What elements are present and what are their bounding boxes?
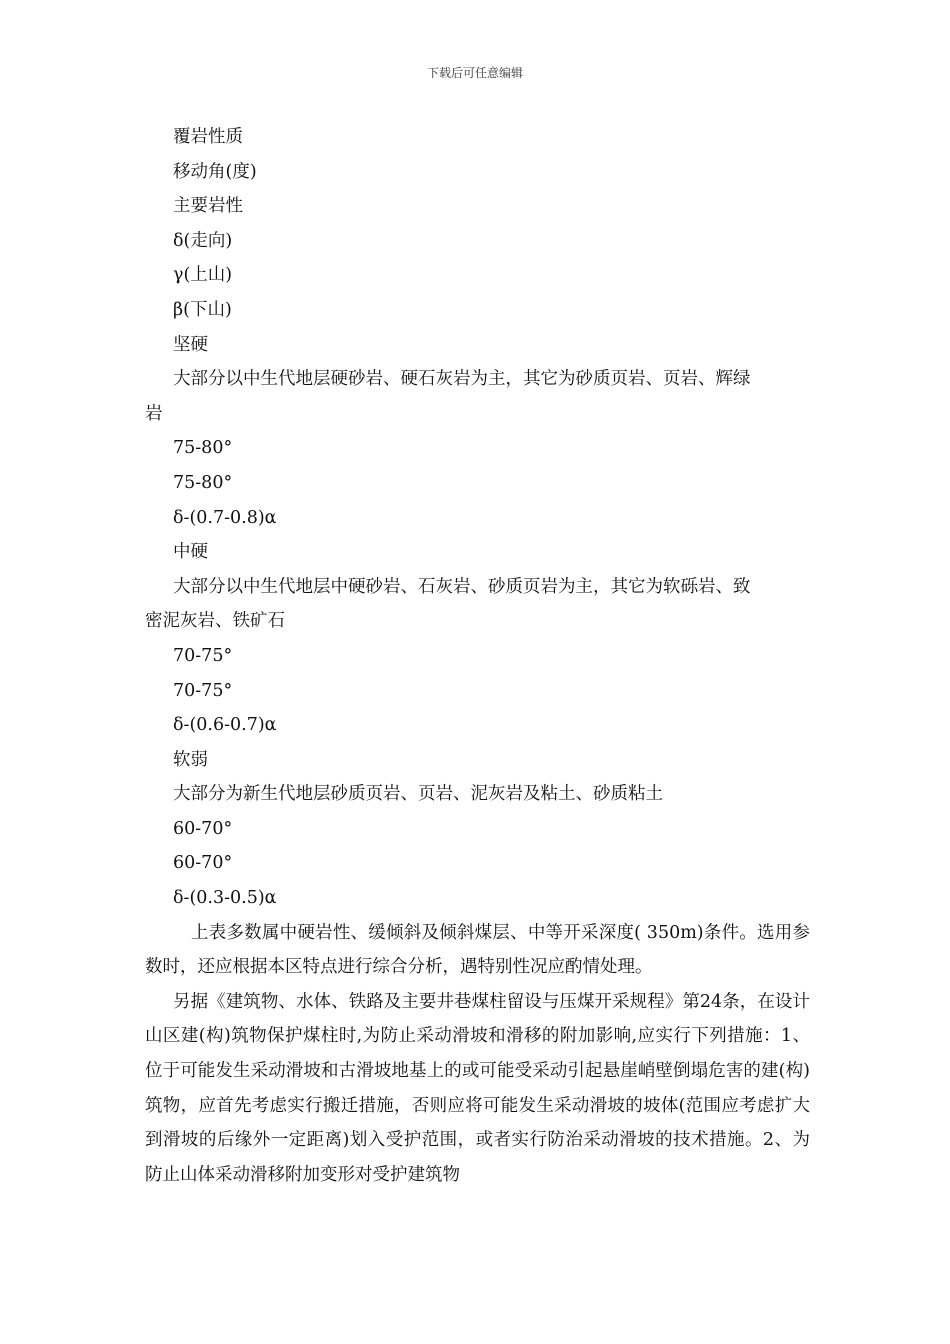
table-line: δ-(0.6-0.7)α <box>173 715 277 736</box>
table-line: 60-70° <box>173 853 233 874</box>
table-line: 密泥灰岩、铁矿石 <box>145 611 285 632</box>
page-header: 下载后可任意编辑 <box>426 66 523 80</box>
table-line: 岩 <box>145 403 163 424</box>
paragraph: 上表多数属中硬岩性、缓倾斜及倾斜煤层、中等开采深度( 350m)条件。选用参数时，还应根据本区特点进行综合分析，遇特别性况应酌情处理。 <box>145 922 810 978</box>
table-line: 60-70° <box>173 818 233 839</box>
document-body <box>145 120 810 1192</box>
table-line: 75-80° <box>173 438 233 459</box>
table-line: 软弱 <box>173 749 208 770</box>
table-line: δ(走向) <box>173 230 233 251</box>
table-line: 坚硬 <box>173 334 208 355</box>
table-line: 中硬 <box>173 542 208 563</box>
table-line: 大部分为新生代地层砂质页岩、页岩、泥灰岩及粘土、砂质粘土 <box>173 784 663 805</box>
table-line: 75-80° <box>173 472 233 493</box>
table-line: 70-75° <box>173 645 233 666</box>
table-line: β(下山) <box>173 299 232 320</box>
table-line: 70-75° <box>173 680 233 701</box>
table-line: 移动角(度) <box>173 161 257 182</box>
table-line: δ-(0.7-0.8)α <box>173 507 277 528</box>
table-line: 覆岩性质 <box>173 127 243 147</box>
table-line: γ(上山) <box>173 265 233 286</box>
table-line: 大部分以中生代地层中硬砂岩、石灰岩、砂质页岩为主，其它为软砾岩、致 <box>173 576 751 597</box>
table-line: 主要岩性 <box>173 196 243 217</box>
table-line: δ-(0.3-0.5)α <box>173 888 277 909</box>
paragraph: 另据《建筑物、水体、铁路及主要井巷煤柱留设与压煤开采规程》第24条，在设计山区建(构)筑物保护煤柱时,为防止采动滑坡和滑移的附加影响,应实行下列措施：1、位于可能发生采动滑坡和古滑坡地基上的或可能受采动引起悬崖峭壁倒塌危害的建(构)筑物，应首先考虑实行搬迁措施，否则应将可能发生采动滑坡的坡体(范围应考虑扩大到滑坡的后缘外一定距离)划入受护范围，或者实行防治采动滑坡的技术措施。2、为防止山体采动滑移附加变形对受护建筑物 <box>145 991 810 1185</box>
table-line: 大部分以中生代地层硬砂岩、硬石灰岩为主，其它为砂质页岩、页岩、辉绿 <box>173 369 751 390</box>
